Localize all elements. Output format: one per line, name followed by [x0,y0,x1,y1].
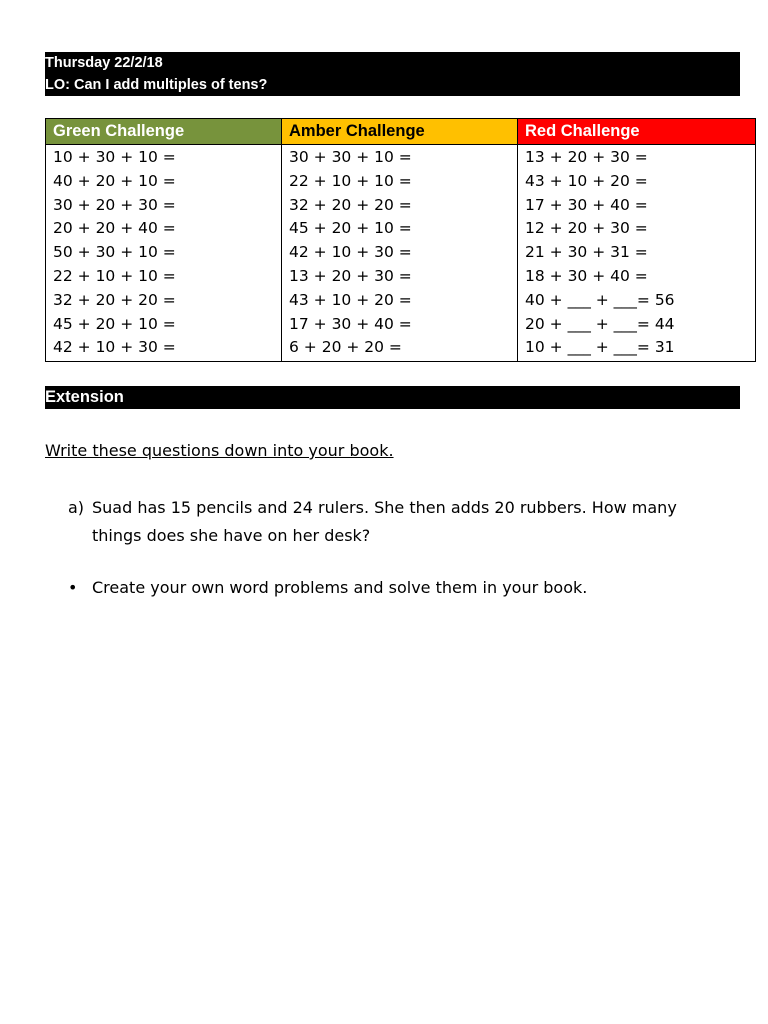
green-question: 45 + 20 + 10 = [53,314,176,333]
green-question: 50 + 30 + 10 = [53,243,176,262]
green-challenge-header: Green Challenge [46,119,282,145]
red-challenge-column [518,145,756,362]
green-question: 30 + 20 + 30 = [53,195,176,214]
amber-question: 6 + 20 + 20 = [289,338,402,357]
green-challenge-column [46,145,282,362]
challenge-body-row [46,145,756,362]
challenge-table [45,118,756,362]
green-question: 42 + 10 + 30 = [53,338,176,357]
question-marker: a) [68,498,85,517]
learning-objective: LO: Can I add multiples of tens? [45,77,268,93]
amber-challenge-column [282,145,518,362]
red-question: 40 + ___ + ___= 56 [525,290,675,309]
amber-question: 30 + 30 + 10 = [289,148,412,166]
extension-heading: Extension [45,386,740,409]
amber-question: 17 + 30 + 40 = [289,314,412,333]
question-text: Suad has 15 pencils and 24 rulers. She then adds 20 rubbers. How many things does she have on her desk? [92,498,677,545]
bullet-item [68,576,708,600]
amber-question: 22 + 10 + 10 = [289,171,412,190]
challenge-header-row [46,119,756,145]
amber-question: 13 + 20 + 30 = [289,266,412,285]
red-question: 12 + 20 + 30 = [525,219,648,238]
red-question: 18 + 30 + 40 = [525,266,648,285]
green-question: 20 + 20 + 40 = [53,219,176,238]
amber-question: 42 + 10 + 30 = [289,243,412,262]
bullet-text: Create your own word problems and solve them in your book. [92,578,588,597]
green-question: 32 + 20 + 20 = [53,290,176,309]
lesson-header [45,52,740,96]
amber-question: 43 + 10 + 20 = [289,290,412,309]
red-question: 43 + 10 + 20 = [525,171,648,190]
bullet-icon: • [68,578,78,597]
amber-challenge-header: Amber Challenge [282,119,518,145]
red-question: 21 + 30 + 31 = [525,243,648,262]
green-question: 22 + 10 + 10 = [53,266,176,285]
red-question: 13 + 20 + 30 = [525,148,648,166]
amber-question: 45 + 20 + 10 = [289,219,412,238]
red-challenge-header: Red Challenge [518,119,756,145]
word-problem-a [68,494,708,550]
green-question: 10 + 30 + 10 = [53,148,176,166]
amber-question: 32 + 20 + 20 = [289,195,412,214]
red-question: 17 + 30 + 40 = [525,195,648,214]
green-question: 40 + 20 + 10 = [53,171,176,190]
lesson-date: Thursday 22/2/18 [45,55,163,71]
red-question: 10 + ___ + ___= 31 [525,338,675,357]
red-question: 20 + ___ + ___= 44 [525,314,675,333]
extension-instruction: Write these questions down into your book. [45,441,394,460]
